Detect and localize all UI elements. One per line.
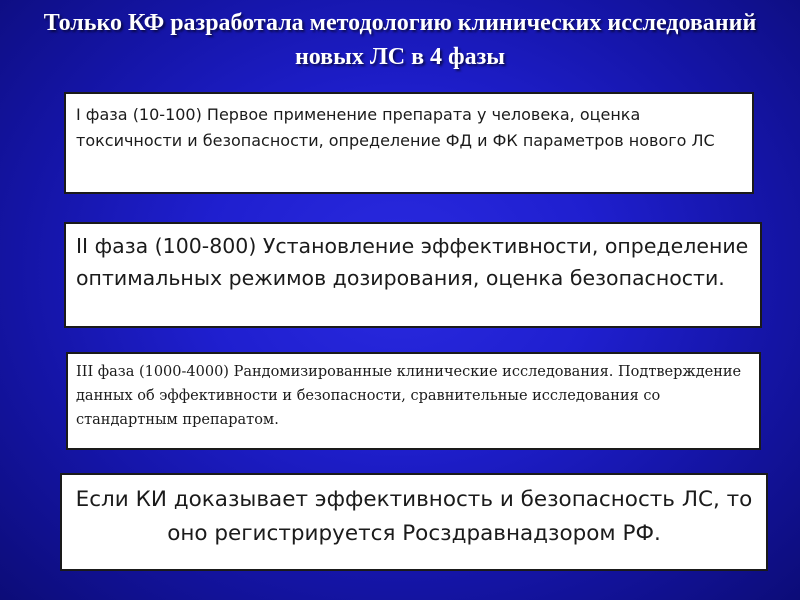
slide-title-line-1: Только КФ разработала методологию клинических исследований (43, 10, 757, 36)
phase-2-box (64, 222, 762, 328)
phase-1-text: I фаза (10-100) Первое применение препарата у человека, оценка токсичности и безопасности, определение ФД и ФК параметров нового ЛС (76, 105, 715, 150)
phase-1-box (64, 92, 754, 194)
slide-title (0, 6, 800, 74)
phase-3-text: III фаза (1000-4000) Рандомизированные клинические исследования. Подтверждение данных об эффективности и безопасности, сравнительные исследования со стандартным препаратом. (76, 364, 742, 428)
conclusion-box (60, 473, 768, 571)
phase-3-box (66, 352, 761, 450)
slide-title-line-2: новых ЛС в 4 фазы (294, 44, 506, 70)
conclusion-text: Если КИ доказывает эффективность и безопасность ЛС, то оно регистрируется Росздравнадзором РФ. (75, 487, 753, 546)
phase-2-text: II фаза (100-800) Установление эффективности, определение оптимальных режимов дозирования, оценка безопасности. (76, 234, 749, 290)
